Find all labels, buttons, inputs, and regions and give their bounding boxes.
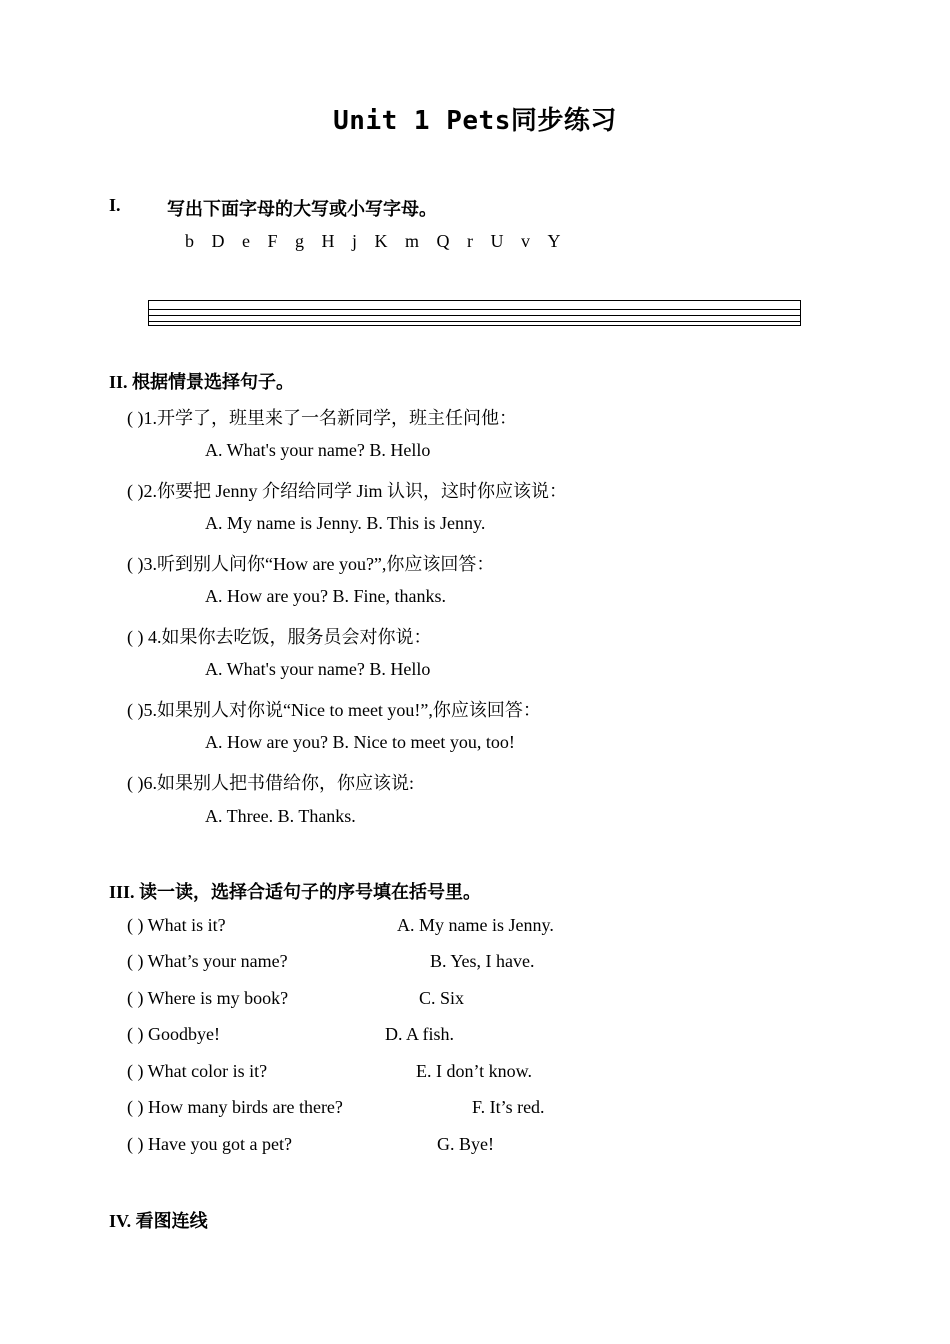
match-answer: B. Yes, I have. — [430, 951, 535, 971]
letter: U — [490, 231, 504, 251]
letter: v — [521, 231, 531, 251]
letter: D — [211, 231, 225, 251]
match-question: ( ) Have you got a pet? — [127, 1134, 292, 1154]
match-answer: G. Bye! — [437, 1134, 494, 1154]
letter: r — [467, 231, 474, 251]
section-2-heading: II. 根据情景选择句子。 — [109, 372, 295, 392]
match-question: ( ) What’s your name? — [127, 951, 288, 971]
question-6: ( )6.如果别人把书借给你，你应该说: — [127, 773, 414, 793]
letter: H — [321, 231, 335, 251]
letter: F — [267, 231, 278, 251]
letter-list — [185, 231, 574, 252]
letter: g — [295, 231, 305, 251]
question-4: ( ) 4.如果你去吃饭，服务员会对你说： — [127, 627, 432, 647]
question-5-options: A. How are you? B. Nice to meet you, too! — [205, 732, 515, 752]
match-answer: A. My name is Jenny. — [397, 915, 554, 935]
question-1: ( )1.开学了，班里来了一名新同学，班主任问他： — [127, 408, 517, 428]
question-1-options: A. What's your name? B. Hello — [205, 440, 431, 460]
letter: b — [185, 231, 194, 251]
match-question: ( ) Where is my book? — [127, 988, 289, 1008]
match-question: ( ) Goodbye! — [127, 1024, 220, 1044]
letter: K — [374, 231, 388, 251]
page-title: Unit 1 Pets同步练习 — [333, 106, 617, 136]
section-1-heading: 写出下面字母的大写或小写字母。 — [167, 199, 437, 219]
letter: Y — [547, 231, 561, 251]
match-answer: C. Six — [419, 988, 465, 1008]
writing-line — [149, 309, 800, 310]
section-3-heading: III. 读一读，选择合适句子的序号填在括号里。 — [109, 882, 482, 902]
writing-lines-box[interactable] — [148, 300, 801, 326]
question-6-options: A. Three. B. Thanks. — [205, 806, 356, 826]
letter: e — [242, 231, 250, 251]
match-question: ( ) What color is it? — [127, 1061, 268, 1081]
letter: j — [352, 231, 358, 251]
match-question: ( ) What is it? — [127, 915, 226, 935]
section-1-number: I. — [109, 195, 121, 215]
section-4-heading: IV. 看图连线 — [109, 1211, 208, 1231]
question-2: ( )2.你要把 Jenny 介绍给同学 Jim 认识，这时你应该说： — [127, 481, 567, 501]
question-2-options: A. My name is Jenny. B. This is Jenny. — [205, 513, 486, 533]
question-3: ( )3.听到别人问你“How are you?”,你应该回答： — [127, 554, 495, 574]
match-answer: D. A fish. — [385, 1024, 455, 1044]
writing-line — [149, 321, 800, 322]
question-3-options: A. How are you? B. Fine, thanks. — [205, 586, 446, 606]
match-answer: E. I don’t know. — [416, 1061, 532, 1081]
match-question: ( ) How many birds are there? — [127, 1097, 343, 1117]
letter: m — [405, 231, 420, 251]
question-5: ( )5.如果别人对你说“Nice to meet you!”,你应该回答： — [127, 700, 541, 720]
match-answer: F. It’s red. — [472, 1097, 545, 1117]
question-4-options: A. What's your name? B. Hello — [205, 659, 431, 679]
writing-line — [149, 315, 800, 316]
letter: Q — [436, 231, 450, 251]
